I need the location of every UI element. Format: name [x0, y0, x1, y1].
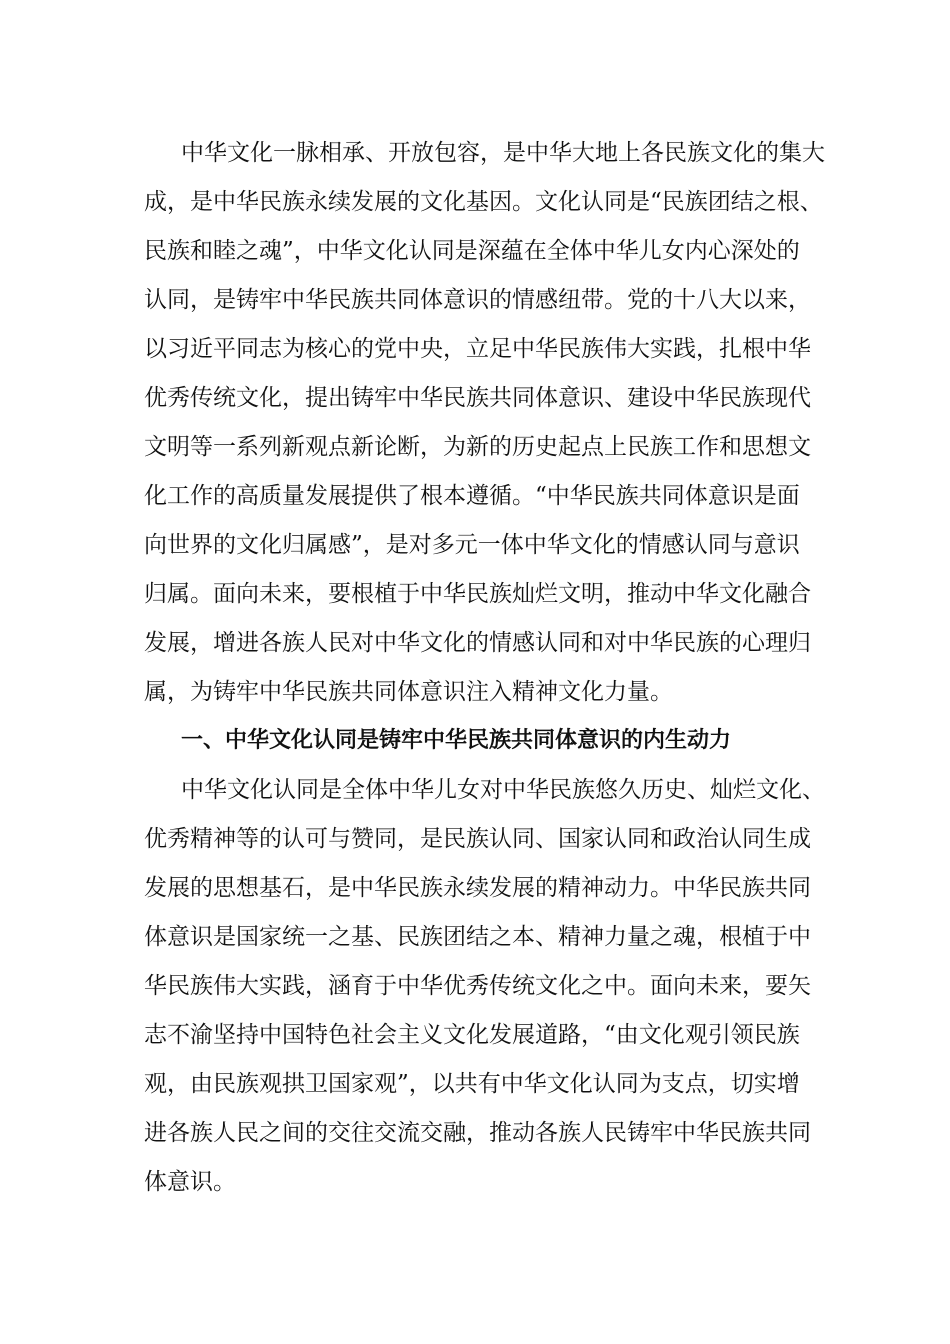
- paragraph-line: 化工作的高质量发展提供了根本遵循。“中华民族共同体意识是面: [144, 483, 800, 509]
- paragraph-line: 民族和睦之魂”，中华文化认同是深蕴在全体中华儿女内心深处的: [144, 238, 800, 264]
- paragraph-line: 归属。面向未来，要根植于中华民族灿烂文明，推动中华文化融合: [144, 581, 811, 607]
- paragraph-line: 向世界的文化归属感”，是对多元一体中华文化的情感认同与意识: [144, 532, 800, 558]
- paragraph-line: 优秀精神等的认可与赞同，是民族认同、国家认同和政治认同生成: [144, 826, 811, 852]
- paragraph-line: 体意识是国家统一之基、民族团结之本、精神力量之魂，根植于中: [144, 924, 811, 950]
- paragraph-line: 中华文化一脉相承、开放包容，是中华大地上各民族文化的集大: [181, 140, 825, 166]
- paragraph-line: 进各族人民之间的交往交流交融，推动各族人民铸牢中华民族共同: [144, 1120, 811, 1146]
- paragraph-line: 观，由民族观拱卫国家观”，以共有中华文化认同为支点，切实增: [144, 1071, 800, 1097]
- paragraph-line: 发展的思想基石，是中华民族永续发展的精神动力。中华民族共同: [144, 875, 811, 901]
- paragraph-line: 发展，增进各族人民对中华文化的情感认同和对中华民族的心理归: [144, 630, 811, 656]
- paragraph-line: 志不渝坚持中国特色社会主义文化发展道路，“由文化观引领民族: [144, 1022, 800, 1048]
- paragraph-line: 华民族伟大实践，涵育于中华优秀传统文化之中。面向未来，要矢: [144, 973, 811, 999]
- paragraph-line: 认同，是铸牢中华民族共同体意识的情感纽带。党的十八大以来，: [144, 287, 811, 313]
- paragraph-line: 优秀传统文化，提出铸牢中华民族共同体意识、建设中华民族现代: [144, 385, 811, 411]
- paragraph-line: 体意识。: [144, 1169, 236, 1195]
- section-heading-1: 一、中华文化认同是铸牢中华民族共同体意识的内生动力: [181, 728, 732, 753]
- paragraph-line: 文明等一系列新观点新论断，为新的历史起点上民族工作和思想文: [144, 434, 811, 460]
- paragraph-line: 中华文化认同是全体中华儿女对中华民族悠久历史、灿烂文化、: [181, 777, 825, 803]
- paragraph-line: 属，为铸牢中华民族共同体意识注入精神文化力量。: [144, 679, 673, 705]
- paragraph-line: 以习近平同志为核心的党中央，立足中华民族伟大实践，扎根中华: [144, 336, 811, 362]
- paragraph-line: 成，是中华民族永续发展的文化基因。文化认同是“民族团结之根、: [144, 189, 823, 215]
